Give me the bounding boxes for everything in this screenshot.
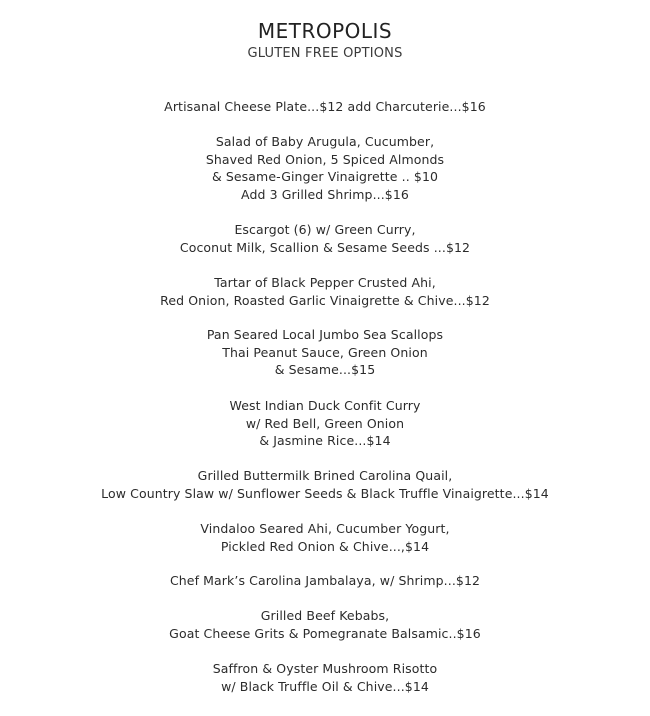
menu-subtitle: GLUTEN FREE OPTIONS <box>247 46 403 61</box>
menu-item-vindaloo-ahi <box>0 520 650 555</box>
menu-item-line: Shaved Red Onion, 5 Spiced Almonds <box>205 151 445 167</box>
menu-item-line: Escargot (6) w/ Green Curry, <box>234 222 416 237</box>
menu-item-line: Low Country Slaw w/ Sunflower Seeds & Black Truffle Vinaigrette...$14 <box>101 485 549 501</box>
menu-item-sea-scallops <box>0 326 650 379</box>
menu-item-duck-curry <box>0 397 650 450</box>
menu-item-mushroom-risotto <box>0 660 650 695</box>
menu-item-line: Grilled Beef Kebabs, <box>260 608 390 623</box>
menu-item-line: Vindaloo Seared Ahi, Cucumber Yogurt, <box>200 521 450 536</box>
menu-item-line: Pan Seared Local Jumbo Sea Scallops <box>206 327 444 342</box>
menu-item-jambalaya <box>0 572 650 590</box>
menu-item-beef-kebabs <box>0 607 650 642</box>
menu-item-line: Artisanal Cheese Plate...$12 add Charcuterie...$16 <box>164 99 486 114</box>
menu-item-line: Add 3 Grilled Shrimp...$16 <box>241 186 409 202</box>
menu-item-line: Tartar of Black Pepper Crusted Ahi, <box>214 275 436 290</box>
menu-item-line: Thai Peanut Sauce, Green Onion <box>222 344 428 360</box>
restaurant-title: METROPOLIS <box>257 19 393 43</box>
menu-item-line: Goat Cheese Grits & Pomegranate Balsamic..$16 <box>169 625 481 641</box>
menu-item-arugula-salad <box>0 133 650 203</box>
menu-item-line: Red Onion, Roasted Garlic Vinaigrette & Chive...$12 <box>160 292 490 308</box>
menu-item-carolina-quail <box>0 467 650 502</box>
menu-item-line: Saffron & Oyster Mushroom Risotto <box>212 661 438 676</box>
menu-item-line: Grilled Buttermilk Brined Carolina Quail, <box>197 468 453 483</box>
menu-item-line: West Indian Duck Confit Curry <box>229 398 421 413</box>
menu-item-line: w/ Black Truffle Oil & Chive...$14 <box>221 678 429 694</box>
menu-item-line: w/ Red Bell, Green Onion <box>245 415 405 431</box>
menu-item-line: Coconut Milk, Scallion & Sesame Seeds ...$12 <box>179 239 471 255</box>
menu-item-line: & Jasmine Rice...$14 <box>259 433 391 448</box>
menu-item-ahi-tartar <box>0 274 650 309</box>
menu-item-line: Pickled Red Onion & Chive...,$14 <box>220 538 430 554</box>
menu-item-line: Salad of Baby Arugula, Cucumber, <box>215 134 435 149</box>
menu-item-escargot <box>0 221 650 256</box>
menu-item-line: & Sesame-Ginger Vinaigrette .. $10 <box>211 169 439 184</box>
menu-item-line: & Sesame...$15 <box>274 362 376 377</box>
menu-item-line: Chef Mark’s Carolina Jambalaya, w/ Shrimp...$12 <box>169 573 481 588</box>
menu-item-cheese-plate <box>0 98 650 116</box>
